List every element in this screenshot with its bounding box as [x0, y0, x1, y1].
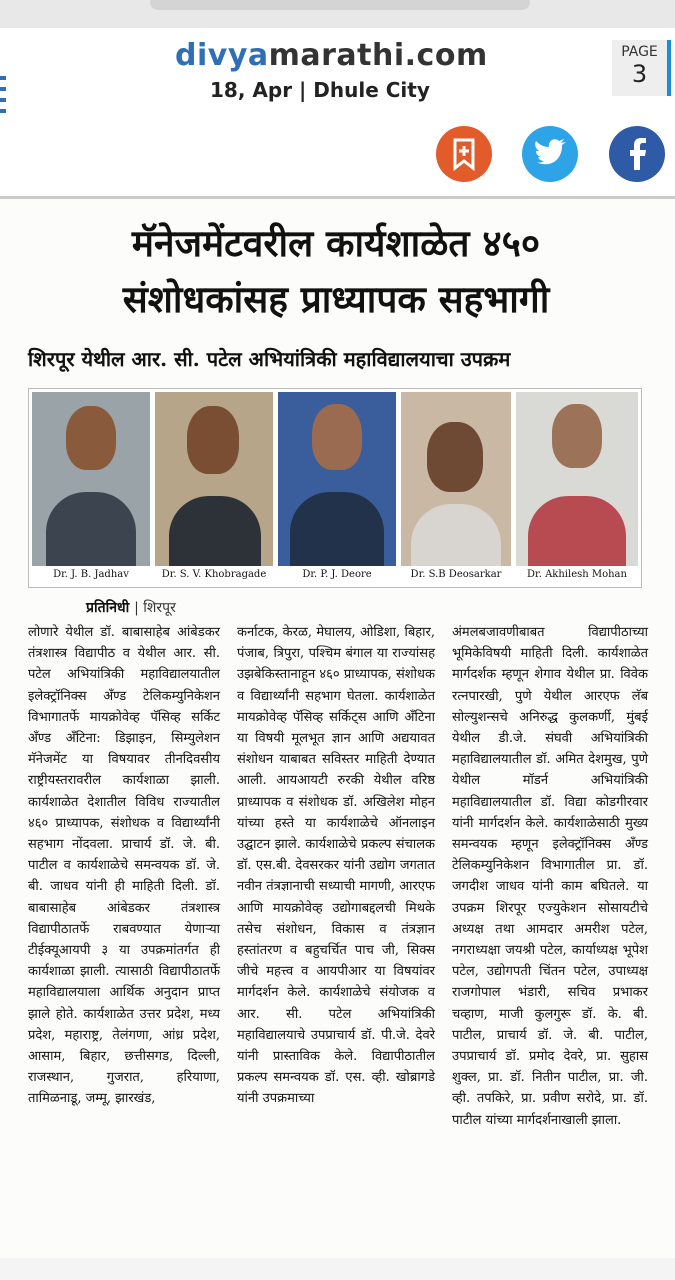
menu-icon[interactable]	[0, 76, 6, 116]
byline-name: प्रतिनिधी	[86, 600, 130, 616]
photo-strip	[28, 388, 642, 588]
photo-5	[516, 392, 638, 584]
headline-line-1: मॅनेजमेंटवरील कार्यशाळेत ४५०	[131, 221, 541, 265]
next-article-strip	[0, 1258, 675, 1280]
headline-line-2: संशोधकांसह प्राध्यापक सहभागी	[122, 277, 550, 321]
photo-caption: Dr. S.B Deosarkar	[401, 566, 511, 584]
photo-3	[278, 392, 396, 584]
photo-caption: Dr. J. B. Jadhav	[32, 566, 150, 584]
photo-caption: Dr. Akhilesh Mohan	[516, 566, 638, 584]
photo-caption: Dr. P. J. Deore	[278, 566, 396, 584]
logo-part-1: divya	[175, 38, 269, 73]
facebook-icon[interactable]	[609, 126, 665, 182]
page-indicator[interactable]	[612, 40, 671, 96]
article-byline	[86, 598, 176, 617]
bookmark-icon[interactable]	[436, 126, 492, 182]
edition-dateline: 18, Apr | Dhule City	[210, 78, 430, 102]
photo-2	[155, 392, 273, 584]
photo-caption: Dr. S. V. Khobragade	[155, 566, 273, 584]
article-subhead: शिरपूर येथील आर. सी. पटेल अभियांत्रिकी महाविद्यालयाचा उपक्रम	[28, 347, 511, 371]
page-number: 3	[631, 60, 648, 88]
logo-part-2: marathi.com	[268, 38, 488, 73]
left-adjacent-column	[0, 200, 16, 1250]
photo-4	[401, 392, 511, 584]
page-label: PAGE	[621, 44, 658, 60]
twitter-icon[interactable]	[522, 126, 578, 182]
right-adjacent-column	[654, 200, 675, 1250]
article-column-2: कर्नाटक, केरळ, मेघालय, ओडिशा, बिहार, पंजाब, त्रिपुरा, पश्चिम बंगाल या राज्यांसह उझबेकिस्तानाहून ४६० प्राध्यापक, संशोधक व विद्यार्थ्यांनी सहभाग घेतला. कार्यशाळेत मायक्रोवेव्ह पॅसिव्ह सर्किट्स आणि अँटिना या विषयी मूलभूत ज्ञान आणि अद्ययावत संशोधन याबाबत सविस्तर माहिती देण्यात आली. आयआयटी रुरकी येथील वरिष्ठ प्राध्यापक व संशोधक डॉ. अखिलेश मोहन यांच्या हस्ते या कार्यशाळेचे ऑनलाइन उद्घाटन झाले. कार्यशाळेचे प्रकल्प संचालक डॉ. एस.बी. देवसरकर यांनी उद्योग जगतात नवीन तंत्रज्ञानाची सध्याची मागणी, आरएफ आणि मायक्रोवेव्ह उद्योगाबद्दलची मिथके तसेच संशोधन, विकास व तंत्रज्ञान हस्तांतरण व बहुचर्चित पाच जी, सिक्स जीचे महत्त्व व आयपीआर या विषयांवर मार्गदर्शन केले. कार्यशाळेचे संयोजक व आर. सी. पटेल अभियांत्रिकी महाविद्यालयाचे उपप्राचार्य डॉ. पी.जे. देवरे यांनी प्रास्ताविक केले. विद्यापीठातील प्रकल्प समन्वयक डॉ. एस. व्ही. खोब्रागडे यांनी उपक्रमाच्या	[237, 625, 435, 1107]
article-column-3: अंमलबजावणीबाबत विद्यापीठाच्या भूमिकेविषयी माहिती दिली. कार्यशाळेत मार्गदर्शक म्हणून शेगाव येथील प्रा. विवेक रत्नपारखी, पुणे येथील आरएफ लॅब सोल्युशन्सचे अनिरुद्ध कुलकर्णी, मुंबई येथील डी.जे. संघवी अभियांत्रिकी महाविद्यालयातील डॉ. अमित देशमुख, पुणे येथील मॉडर्न अभियांत्रिकी महाविद्यालयातील डॉ. विद्या कोडगीरवार यांनी मार्गदर्शन केले. कार्यशाळेसाठी मुख्य समन्वयक म्हणून इलेक्ट्रॉनिक्स अँण्ड टेलिकम्युनिकेशन विभागातील प्रा. डॉ. जगदीश जाधव यांनी काम बघितले. या उपक्रम शिरपूर एज्युकेशन सोसायटीचे अध्यक्ष तथा आमदार अमरीश पटेल, नगराध्यक्षा जयश्री पटेल, कार्याध्यक्ष भूपेश पटेल, उद्योगपती चिंतन पटेल, उपाध्यक्ष राजगोपाल भंडारी, सचिव प्रभाकर चव्हाण, माजी कुलगुरू डॉ. के. बी. पाटील, प्राचार्य डॉ. जे. बी. पाटील, उपप्राचार्य डॉ. प्रमोद देवरे, प्रा. सुहास शुक्ल, प्रा. डॉ. नितीन पाटील, प्रा. जी. व्ही. तपकिरे, प्रा. प्रवीण सरोदे, प्रा. डॉ. पाटील यांच्या मार्गदर्शनाखाली झाला.	[452, 625, 648, 1128]
article-headline	[26, 215, 646, 327]
article-column-1: लोणारे येथील डॉ. बाबासाहेब आंबेडकर तंत्रशास्त्र विद्यापीठ व येथील आर. सी. पटेल अभियांत्रिकी महाविद्यालयातील इलेक्ट्रॉनिक्स अँण्ड टेलिकम्युनिकेशन विभागातर्फे मायक्रोवेव्ह पॅसिव्ह सर्किट अँण्ड अँटिना: डिझाइन, सिम्युलेशन मॅनेजमेंट या विषयावर तीनदिवसीय राष्ट्रीयस्तरावरील कार्यशाळा झाली. कार्यशाळेत देशातील विविध राज्यातील ४६० प्राध्यापक, संशोधक व विद्यार्थ्यांनी सहभाग नोंदवला. प्राचार्य डॉ. जे. बी. पाटील व कार्यशाळेचे समन्वयक डॉ. जे. बी. जाधव यांनी ही माहिती दिली. डॉ. बाबासाहेब आंबेडकर तंत्रशास्त्र विद्यापीठातर्फे राबवण्यात येणाऱ्या टीईक्यूआयपी ३ या उपक्रमांतर्गत ही कार्यशाळा झाली. त्यासाठी विद्यापीठातर्फे महाविद्यालयाला आर्थिक अनुदान प्राप्त झाले होते. कार्यशाळेत उत्तर प्रदेश, मध्य प्रदेश, महाराष्ट्र, तेलंगणा, आंध्र प्रदेश, आसाम, बिहार, छत्तीसगड, दिल्ली, राजस्थान, गुजरात, हरियाणा, तामिळनाडू, जम्मू, झारखंड,	[28, 625, 220, 1107]
byline-place: | शिरपूर	[134, 600, 176, 616]
photo-1	[32, 392, 150, 584]
site-logo[interactable]	[175, 38, 488, 73]
browser-top-bar	[0, 0, 675, 28]
